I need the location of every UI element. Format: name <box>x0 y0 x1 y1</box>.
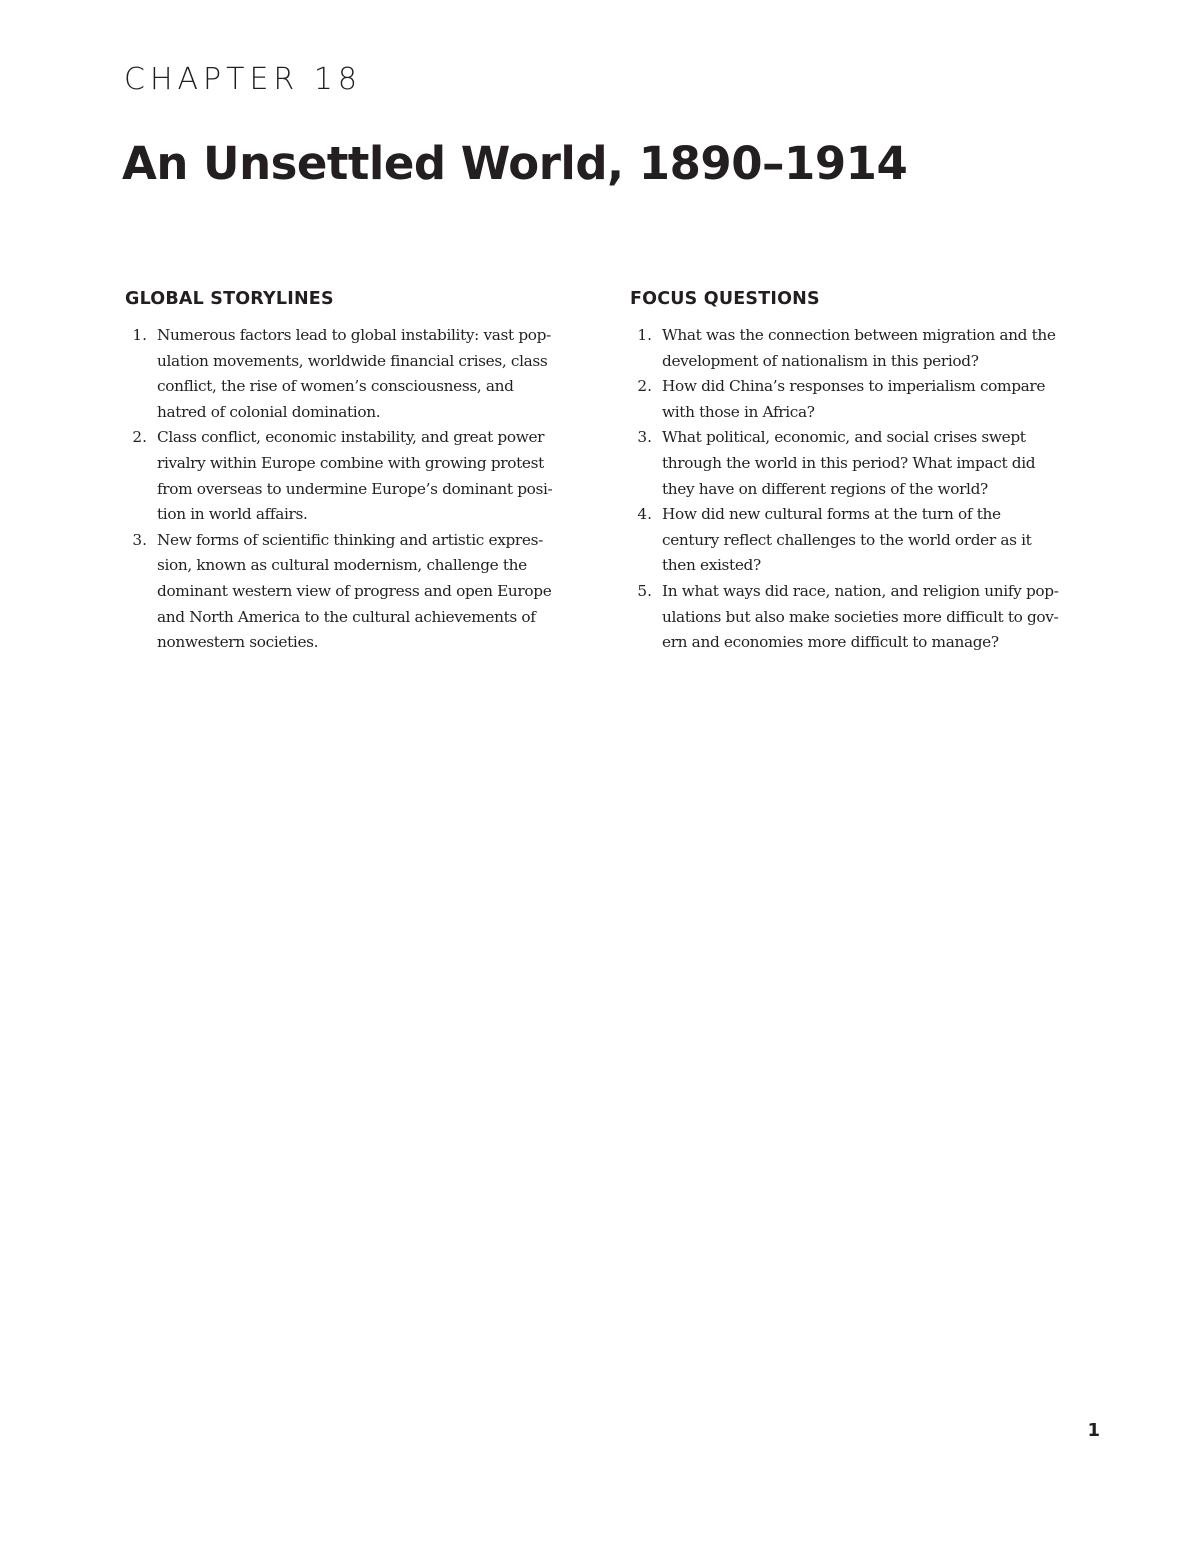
item-number: 4. <box>637 505 652 524</box>
item-text-line: from overseas to undermine Europe’s dominant posi- <box>157 479 553 498</box>
item-text-line: Numerous factors lead to global instability: vast pop- <box>157 326 551 344</box>
item-text-line: What was the connection between migration and the <box>662 326 1056 344</box>
item-text-line: How did China’s responses to imperialism compare <box>662 377 1046 396</box>
item-text-line: What political, economic, and social crises swept <box>662 428 1026 447</box>
item-text-line: hatred of colonial domination. <box>157 402 381 421</box>
storyline-item <box>125 425 595 527</box>
item-text-line: sion, known as cultural modernism, challenge the <box>157 556 527 575</box>
item-text-line: ulations but also make societies more difficult to gov- <box>662 607 1059 626</box>
storyline-item <box>125 528 595 656</box>
item-number: 5. <box>637 581 652 600</box>
item-text-line: with those in Africa? <box>662 402 815 421</box>
question-item <box>630 323 1105 374</box>
item-text-line: tion in world affairs. <box>157 505 308 524</box>
item-number: 3. <box>637 428 652 447</box>
focus-questions-section <box>630 286 1105 656</box>
item-number: 1. <box>637 326 652 344</box>
item-text-line: conflict, the rise of women’s consciousness, and <box>157 377 514 396</box>
item-text-line: and North America to the cultural achievements of <box>157 607 536 626</box>
question-item <box>630 502 1105 579</box>
item-text-line: through the world in this period? What impact did <box>662 453 1036 472</box>
global-storylines-section <box>125 286 595 656</box>
item-text-line: New forms of scientific thinking and artistic expres- <box>157 530 543 549</box>
item-text-line: Class conflict, economic instability, and great power <box>157 428 545 447</box>
item-text-line: ern and economies more difficult to manage? <box>662 633 999 652</box>
item-text-line: century reflect challenges to the world order as it <box>662 530 1032 549</box>
item-text-line: In what ways did race, nation, and religion unify pop- <box>662 581 1059 600</box>
item-text-line: then existed? <box>662 556 761 575</box>
item-number: 3. <box>132 530 147 549</box>
item-number: 2. <box>637 377 652 396</box>
item-text-line: ulation movements, worldwide financial crises, class <box>157 351 548 370</box>
global-storylines-heading: GLOBAL STORYLINES <box>125 289 334 309</box>
item-number: 2. <box>132 428 147 447</box>
focus-questions-list <box>630 323 1105 656</box>
question-item <box>630 374 1105 425</box>
question-item <box>630 425 1105 502</box>
item-text-line: nonwestern societies. <box>157 633 319 652</box>
chapter-label: CHAPTER 18 <box>124 62 362 97</box>
chapter-title: An Unsettled World, 1890–1914 <box>122 137 908 190</box>
page-number: 1 <box>1087 1420 1100 1441</box>
item-text-line: dominant western view of progress and open Europe <box>157 581 552 600</box>
item-text-line: development of nationalism in this period? <box>662 351 979 370</box>
question-item <box>630 579 1105 656</box>
item-number: 1. <box>132 326 147 344</box>
item-text-line: they have on different regions of the world? <box>662 479 988 498</box>
item-text-line: rivalry within Europe combine with growing protest <box>157 453 544 472</box>
storyline-item <box>125 323 595 425</box>
focus-questions-heading: FOCUS QUESTIONS <box>630 289 820 309</box>
global-storylines-list <box>125 323 595 656</box>
item-text-line: How did new cultural forms at the turn of the <box>662 505 1001 524</box>
